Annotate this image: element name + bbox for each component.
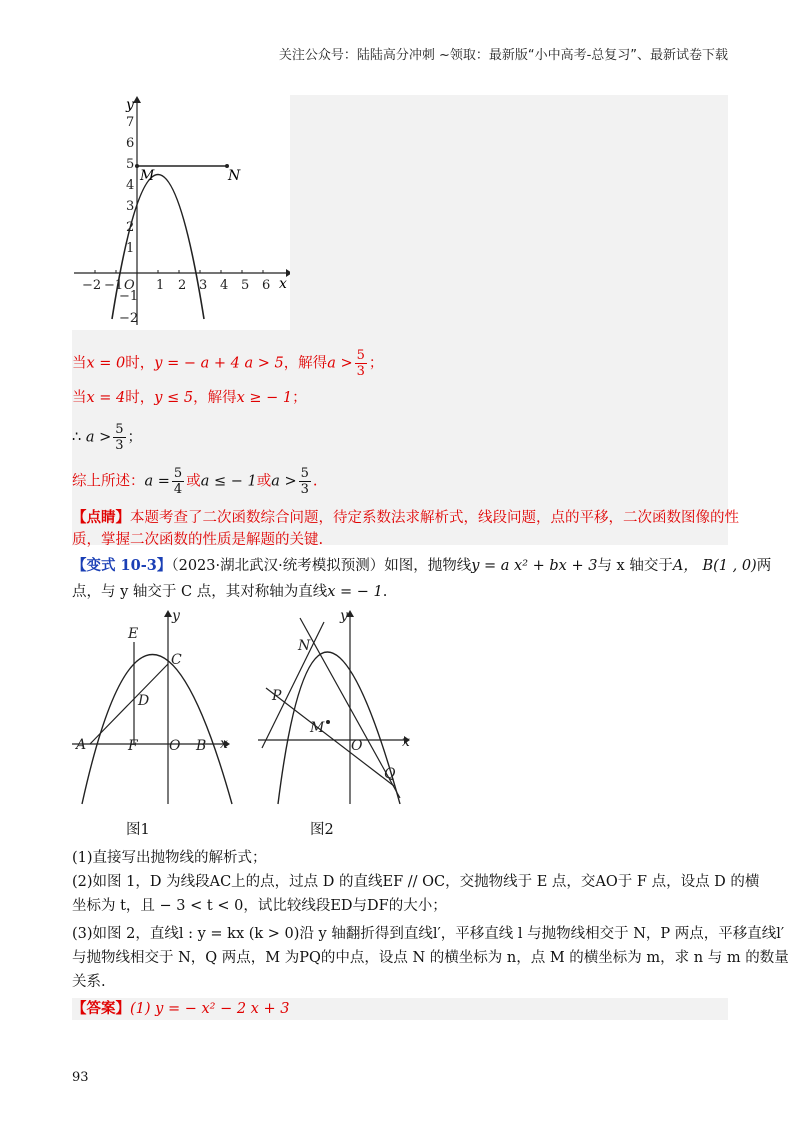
fig1-label-d: D xyxy=(138,693,150,709)
solution-line-3: ∴ a > $\frac{5}{3}$ ； xyxy=(72,422,143,453)
shade-right xyxy=(290,95,728,330)
point-m-label: M xyxy=(140,168,155,184)
fig1-label-o: O xyxy=(169,738,181,754)
x-tick: 3 xyxy=(199,278,208,293)
fraction: $\frac{5}{4}$ xyxy=(173,466,183,497)
fig2-label-y: y xyxy=(340,608,348,624)
fraction: $\frac{5}{3}$ xyxy=(300,466,309,497)
fig1-line-ac xyxy=(90,664,168,744)
page-header: 关注公众号：陆陆高分冲刺 ~领取：最新版“小中高考-总复习”、最新试卷下载 xyxy=(278,48,728,63)
point-n-label: N xyxy=(228,168,241,184)
x-tick: 2 xyxy=(178,278,187,293)
question-2-line-1: (2)如图 1，D 为线段AC上的点，过点 D 的直线EF // OC，交抛物线于 E 点，交AO于 F 点，设点 D 的横 xyxy=(72,874,760,890)
x-tick: −1 xyxy=(104,278,124,293)
question-3-line-3: 关系. xyxy=(72,974,106,990)
x-tick: 5 xyxy=(241,278,250,293)
question-1: (1)直接写出抛物线的解析式； xyxy=(72,850,267,866)
solution-line-1: 当x = 0时，y = − a + 4 a > 5，解得a > $\frac{5}{3}$ ； xyxy=(72,348,384,379)
fig1-label-y: y xyxy=(172,608,180,624)
variant-line-1: 【变式 10-3】（2023·湖北武汉·统考模拟预测）如图，抛物线y = a x² + bx + 3与 x 轴交于A， B(1 , 0)两 xyxy=(72,557,772,574)
fig2-point-m xyxy=(326,720,330,724)
answer-label: 【答案】 xyxy=(72,1000,130,1017)
fig2-label-n: N xyxy=(298,638,311,654)
fig2-label-q: Q xyxy=(384,766,396,782)
figure-1-caption: 图1 xyxy=(126,822,150,838)
x-tick: 4 xyxy=(220,278,229,293)
question-2-line-2: 坐标为 t，且 − 3 < t < 0，试比较线段ED与DF的大小； xyxy=(72,898,447,914)
y-tick: −2 xyxy=(119,311,139,326)
x-tick: −2 xyxy=(82,278,102,293)
question-3-line-2: 与抛物线相交于 N，Q 两点，M 为PQ的中点，设点 N 的横坐标为 n，点 M 的横坐标为 m，求 n 与 m 的数量 xyxy=(72,950,789,966)
y-tick: 2 xyxy=(126,220,135,235)
figure-2-caption: 图2 xyxy=(310,822,334,838)
comment-label: 【点睛】 xyxy=(72,509,130,526)
figure-1 xyxy=(72,608,244,808)
answer-line: 【答案】(1) y = − x² − 2 x + 3 xyxy=(72,1000,290,1017)
y-tick: 1 xyxy=(126,241,135,256)
parabola-graph-1 xyxy=(72,95,290,330)
fig1-label-c: C xyxy=(171,652,182,668)
y-tick: 7 xyxy=(126,115,135,130)
fraction: $\frac{5}{3}$ xyxy=(115,422,124,453)
y-tick: −1 xyxy=(119,289,139,304)
figure-2 xyxy=(254,608,418,808)
fig1-label-b: B xyxy=(196,738,207,754)
fig2-label-p: P xyxy=(272,688,282,704)
variant-line-2: 点，与 y 轴交于 C 点，其对称轴为直线x = − 1. xyxy=(72,584,388,600)
fraction: $\frac{5}{3}$ xyxy=(356,348,365,379)
fig1-label-f: F xyxy=(128,738,138,754)
fig2-label-m: M xyxy=(310,720,325,736)
comment-line-2: 质，掌握二次函数的性质是解题的关键. xyxy=(72,532,324,548)
y-tick: 3 xyxy=(126,199,135,214)
question-3-line-1: (3)如图 2，直线l : y = kx (k > 0)沿 y 轴翻折得到直线l′，平移直线 l 与抛物线相交于 N，P 两点，平移直线l′ xyxy=(72,926,785,942)
y-tick: 5 xyxy=(126,157,135,172)
solution-line-2: 当x = 4时，y ≤ 5，解得x ≥ − 1； xyxy=(72,390,307,406)
x-axis-label: x xyxy=(279,276,287,292)
x-tick: 1 xyxy=(156,278,165,293)
y-axis-label: y xyxy=(126,97,134,113)
variant-label: 【变式 10-3】 xyxy=(72,557,172,574)
fig1-label-x: x xyxy=(220,736,228,752)
y-tick: 6 xyxy=(126,136,135,151)
fig2-label-o: O xyxy=(351,738,363,754)
y-tick: 4 xyxy=(126,178,135,193)
fig2-parabola xyxy=(278,652,400,804)
fig1-label-a: A xyxy=(76,737,87,753)
fig2-label-x: x xyxy=(402,734,410,750)
page-number: 93 xyxy=(72,1070,89,1085)
comment-line-1: 【点睛】本题考查了二次函数综合问题，待定系数法求解析式，线段问题，点的平移，二次函数图像的性 xyxy=(72,509,739,526)
fig1-label-e: E xyxy=(128,626,139,642)
origin-label: O xyxy=(124,278,135,293)
x-tick: 6 xyxy=(262,278,271,293)
solution-line-4: 综上所述：a = $\frac{5}{4}$ 或a ≤ − 1或a > $\frac{5}{3}$ . xyxy=(72,466,318,497)
fig2-line-pq xyxy=(266,688,394,786)
